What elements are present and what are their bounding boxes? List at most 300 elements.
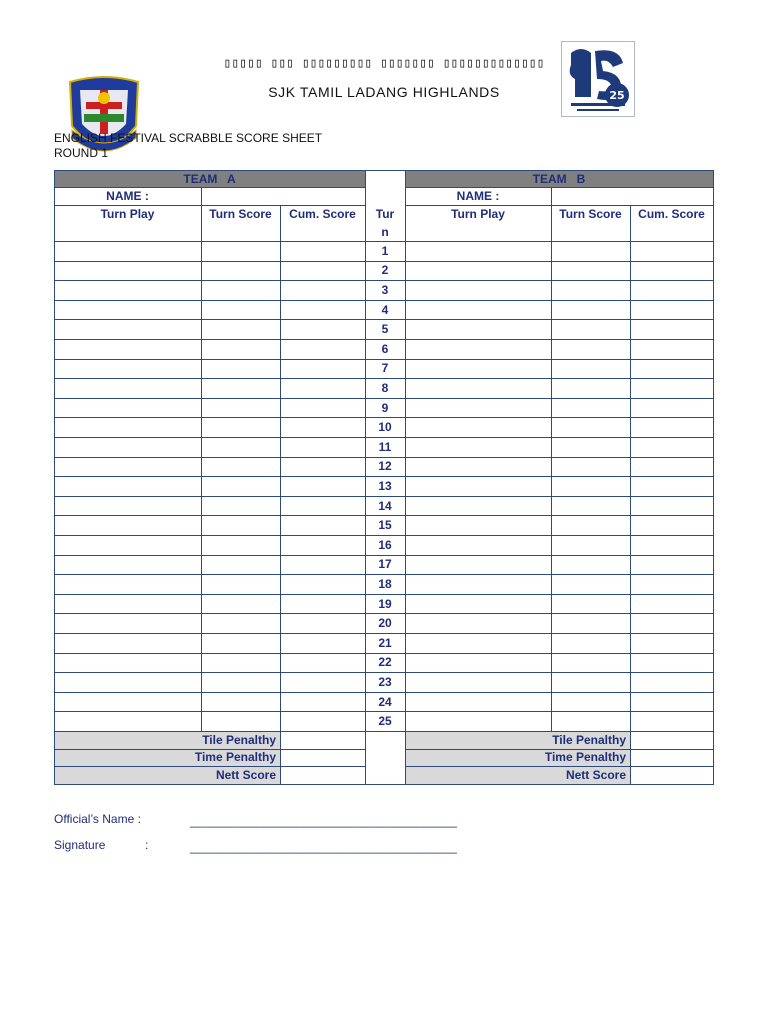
team-b-summary-value[interactable] — [630, 731, 713, 749]
table-hline — [365, 496, 406, 497]
table-hline — [54, 300, 366, 301]
table-hline — [54, 398, 366, 399]
table-hline — [54, 496, 366, 497]
table-hline — [365, 731, 406, 732]
table-hline — [54, 784, 366, 785]
table-hline — [54, 653, 366, 654]
team-a-cum-score-cell[interactable] — [280, 457, 365, 477]
team-b-turn-play-cell[interactable] — [405, 359, 551, 379]
team-a-turn-score-cell[interactable] — [201, 711, 280, 731]
table-hline — [405, 417, 714, 418]
team-b-cum-score-cell[interactable] — [630, 280, 713, 300]
team-b-cum-score-cell[interactable] — [630, 574, 713, 594]
team-b-cum-score-cell[interactable] — [630, 515, 713, 535]
turn-number: 15 — [378, 518, 392, 533]
team-a-turn-score-cell[interactable] — [201, 261, 280, 281]
team-b-cum-score-cell[interactable] — [630, 633, 713, 653]
team-b-summary-label: Time Penalthy — [405, 749, 630, 767]
team-b-turn-score-cell[interactable] — [551, 437, 630, 457]
table-hline — [405, 241, 714, 242]
team-b-column-header: Cum. Score — [638, 207, 705, 221]
team-b-turn-play-cell[interactable] — [405, 653, 551, 673]
table-hline — [54, 731, 366, 732]
team-a-turn-score-cell[interactable] — [201, 457, 280, 477]
team-b-cum-score-cell[interactable] — [630, 692, 713, 712]
turn-number: 10 — [378, 420, 392, 435]
team-b-turn-play-cell[interactable] — [405, 496, 551, 516]
team-a-turn-score-cell[interactable] — [201, 437, 280, 457]
team-b-turn-score-cell[interactable] — [551, 496, 630, 516]
team-a-cum-score-cell[interactable] — [280, 437, 365, 457]
team-a-column-header: Turn Score — [209, 207, 272, 221]
team-a-turn-score-cell[interactable] — [201, 378, 280, 398]
team-b-turn-play-cell[interactable] — [405, 711, 551, 731]
table-hline — [365, 300, 406, 301]
table-hline — [405, 205, 714, 206]
table-hline — [405, 594, 714, 595]
team-b-turn-score-cell[interactable] — [551, 476, 630, 496]
team-b-turn-play-cell[interactable] — [405, 319, 551, 339]
table-hline — [405, 359, 714, 360]
table-hline — [54, 574, 366, 575]
team-a-turn-play-cell[interactable] — [54, 417, 201, 437]
team-a-summary-label: Nett Score — [54, 766, 280, 784]
officials-name-label: Official’s Name : — [54, 812, 141, 826]
turn-number: 16 — [378, 537, 392, 552]
turn-number: 17 — [378, 557, 392, 572]
team-b-cum-score-cell[interactable] — [630, 417, 713, 437]
team-b-turn-score-cell[interactable] — [551, 535, 630, 555]
team-b-cum-score-cell[interactable] — [630, 457, 713, 477]
team-a-cum-score-cell[interactable] — [280, 672, 365, 692]
table-vline — [201, 187, 202, 205]
team-a-turn-play-cell[interactable] — [54, 515, 201, 535]
turn-number: 11 — [378, 439, 392, 454]
turn-number: 20 — [378, 616, 392, 631]
table-hline — [365, 378, 406, 379]
team-a-cum-score-cell[interactable] — [280, 574, 365, 594]
turn-number: 7 — [381, 361, 389, 376]
team-b-title: TEAM B — [405, 170, 713, 187]
signature-label: Signature — [54, 838, 106, 852]
team-a-turn-score-cell[interactable] — [201, 359, 280, 379]
team-b-turn-play-cell[interactable] — [405, 535, 551, 555]
team-a-turn-score-cell[interactable] — [201, 535, 280, 555]
team-b-turn-play-cell[interactable] — [405, 339, 551, 359]
table-hline — [405, 731, 714, 732]
table-vline — [713, 170, 714, 785]
team-b-cum-score-cell[interactable] — [630, 437, 713, 457]
team-a-turn-play-cell[interactable] — [54, 535, 201, 555]
team-b-turn-score-cell[interactable] — [551, 555, 630, 575]
team-a-turn-score-cell[interactable] — [201, 672, 280, 692]
team-a-cum-score-cell[interactable] — [280, 280, 365, 300]
team-b-cum-score-cell[interactable] — [630, 594, 713, 614]
table-vline — [54, 170, 55, 784]
team-a-turn-score-cell[interactable] — [201, 574, 280, 594]
team-b-turn-score-cell[interactable] — [551, 241, 630, 261]
team-b-cum-score-cell[interactable] — [630, 339, 713, 359]
team-b-cum-score-cell[interactable] — [630, 613, 713, 633]
team-a-turn-score-cell[interactable] — [201, 692, 280, 712]
table-hline — [365, 417, 406, 418]
team-a-turn-play-cell[interactable] — [54, 241, 201, 261]
table-hline — [405, 515, 714, 516]
team-a-summary-label: Tile Penalthy — [54, 731, 280, 749]
round-label: ROUND 1 — [54, 146, 109, 158]
team-a-column-header: Cum. Score — [289, 207, 356, 221]
table-hline — [405, 339, 714, 340]
team-a-cum-score-cell[interactable] — [280, 515, 365, 535]
team-a-turn-score-cell[interactable] — [201, 594, 280, 614]
team-a-cum-score-cell[interactable] — [280, 339, 365, 359]
team-b-cum-score-cell[interactable] — [630, 711, 713, 731]
org-25-logo-icon — [561, 41, 635, 117]
team-a-turn-play-cell[interactable] — [54, 496, 201, 516]
table-hline — [405, 437, 714, 438]
team-a-cum-score-cell[interactable] — [280, 594, 365, 614]
team-a-cum-score-cell[interactable] — [280, 476, 365, 496]
team-b-turn-play-cell[interactable] — [405, 378, 551, 398]
team-b-turn-play-cell[interactable] — [405, 417, 551, 437]
table-hline — [365, 672, 406, 673]
team-a-turn-score-cell[interactable] — [201, 653, 280, 673]
table-hline — [54, 280, 366, 281]
turn-number: 3 — [381, 282, 389, 297]
table-hline — [54, 692, 366, 693]
table-hline — [405, 300, 714, 301]
team-b-cum-score-cell[interactable] — [630, 653, 713, 673]
team-b-summary-label: Nett Score — [405, 766, 630, 784]
table-hline — [365, 457, 406, 458]
table-hline — [405, 653, 714, 654]
table-hline — [54, 261, 366, 262]
table-hline — [365, 711, 406, 712]
team-a-cum-score-cell[interactable] — [280, 653, 365, 673]
team-b-turn-play-cell[interactable] — [405, 515, 551, 535]
table-hline — [365, 535, 406, 536]
team-b-turn-play-cell[interactable] — [405, 574, 551, 594]
team-b-cum-score-cell[interactable] — [630, 398, 713, 418]
team-a-name-field[interactable] — [201, 187, 365, 205]
team-b-turn-play-cell[interactable] — [405, 594, 551, 614]
turn-number: 6 — [381, 341, 389, 356]
team-b-turn-score-cell[interactable] — [551, 378, 630, 398]
table-hline — [365, 339, 406, 340]
team-b-cum-score-cell[interactable] — [630, 496, 713, 516]
team-a-turn-score-cell[interactable] — [201, 398, 280, 418]
table-vline — [551, 205, 552, 731]
team-a-turn-play-cell[interactable] — [54, 692, 201, 712]
signature-line[interactable]: ________________________________________ — [190, 840, 457, 854]
turn-number: 12 — [378, 459, 392, 474]
team-a-turn-score-cell[interactable] — [201, 300, 280, 320]
team-b-turn-play-cell[interactable] — [405, 280, 551, 300]
table-hline — [365, 476, 406, 477]
team-a-turn-score-cell[interactable] — [201, 515, 280, 535]
team-a-cum-score-cell[interactable] — [280, 692, 365, 712]
team-b-cum-score-cell[interactable] — [630, 261, 713, 281]
team-b-name-label: NAME : — [456, 189, 500, 203]
table-hline — [365, 633, 406, 634]
team-b-cum-score-cell[interactable] — [630, 241, 713, 261]
team-a-cum-score-cell[interactable] — [280, 300, 365, 320]
team-b-turn-score-cell[interactable] — [551, 692, 630, 712]
table-hline — [405, 613, 714, 614]
table-vline — [630, 205, 631, 784]
table-hline — [365, 692, 406, 693]
team-a-summary-value[interactable] — [280, 766, 365, 784]
tamil-school-title: ▯▯▯▯▯ ▯▯▯ ▯▯▯▯▯▯▯▯▯ ▯▯▯▯▯▯▯ ▯▯▯▯▯▯▯▯▯▯▯▯▯ — [223, 56, 545, 71]
table-hline — [365, 359, 406, 360]
team-a-cum-score-cell[interactable] — [280, 613, 365, 633]
team-a-turn-play-cell[interactable] — [54, 653, 201, 673]
turn-number: 23 — [378, 674, 392, 689]
turn-column-header: Tur n — [375, 207, 395, 239]
team-a-turn-play-cell[interactable] — [54, 437, 201, 457]
team-a-summary-value[interactable] — [280, 749, 365, 767]
team-b-cum-score-cell[interactable] — [630, 319, 713, 339]
team-a-turn-score-cell[interactable] — [201, 476, 280, 496]
table-hline — [405, 378, 714, 379]
team-b-turn-score-cell[interactable] — [551, 633, 630, 653]
team-b-turn-score-cell[interactable] — [551, 319, 630, 339]
team-a-name-label: NAME : — [106, 189, 149, 203]
team-a-turn-play-cell[interactable] — [54, 633, 201, 653]
table-hline — [405, 633, 714, 634]
team-a-turn-score-cell[interactable] — [201, 280, 280, 300]
team-b-cum-score-cell[interactable] — [630, 476, 713, 496]
team-b-turn-score-cell[interactable] — [551, 613, 630, 633]
team-b-summary-value[interactable] — [630, 766, 713, 784]
table-hline — [54, 241, 366, 242]
team-b-turn-score-cell[interactable] — [551, 359, 630, 379]
team-a-turn-play-cell[interactable] — [54, 555, 201, 575]
table-hline — [405, 319, 714, 320]
table-hline — [405, 261, 714, 262]
table-hline — [365, 653, 406, 654]
table-hline — [365, 555, 406, 556]
team-a-title: TEAM A — [54, 170, 365, 187]
table-hline — [365, 613, 406, 614]
team-b-cum-score-cell[interactable] — [630, 359, 713, 379]
turn-number: 4 — [381, 302, 389, 317]
team-a-turn-score-cell[interactable] — [201, 633, 280, 653]
table-hline — [365, 261, 406, 262]
team-b-turn-score-cell[interactable] — [551, 457, 630, 477]
table-hline — [54, 672, 366, 673]
team-b-turn-score-cell[interactable] — [551, 653, 630, 673]
turn-number: 1 — [381, 243, 389, 258]
table-hline — [365, 784, 406, 785]
turn-number: 14 — [378, 498, 392, 513]
team-b-turn-play-cell[interactable] — [405, 555, 551, 575]
officials-name-line[interactable]: ________________________________________ — [190, 814, 457, 828]
team-b-turn-score-cell[interactable] — [551, 280, 630, 300]
table-hline — [405, 574, 714, 575]
table-vline — [201, 205, 202, 731]
team-b-turn-score-cell[interactable] — [551, 574, 630, 594]
team-a-turn-play-cell[interactable] — [54, 476, 201, 496]
signature-colon: : — [145, 838, 149, 852]
turn-number: 9 — [381, 400, 389, 415]
team-b-turn-score-cell[interactable] — [551, 339, 630, 359]
team-b-cum-score-cell[interactable] — [630, 300, 713, 320]
team-b-turn-play-cell[interactable] — [405, 476, 551, 496]
table-hline — [405, 457, 714, 458]
team-b-turn-play-cell[interactable] — [405, 437, 551, 457]
table-hline — [365, 170, 406, 171]
table-hline — [54, 594, 366, 595]
table-hline — [405, 398, 714, 399]
table-hline — [405, 187, 714, 188]
team-a-turn-play-cell[interactable] — [54, 613, 201, 633]
table-hline — [54, 187, 366, 188]
team-a-cum-score-cell[interactable] — [280, 241, 365, 261]
team-b-turn-score-cell[interactable] — [551, 672, 630, 692]
team-b-turn-play-cell[interactable] — [405, 633, 551, 653]
table-hline — [405, 692, 714, 693]
team-a-turn-play-cell[interactable] — [54, 378, 201, 398]
team-b-cum-score-cell[interactable] — [630, 672, 713, 692]
team-a-turn-score-cell[interactable] — [201, 613, 280, 633]
team-a-turn-play-cell[interactable] — [54, 711, 201, 731]
team-a-turn-play-cell[interactable] — [54, 398, 201, 418]
team-a-turn-play-cell[interactable] — [54, 594, 201, 614]
table-hline — [365, 319, 406, 320]
team-b-turn-play-cell[interactable] — [405, 692, 551, 712]
team-a-turn-score-cell[interactable] — [201, 417, 280, 437]
team-b-cum-score-cell[interactable] — [630, 555, 713, 575]
table-hline — [405, 672, 714, 673]
turn-number: 8 — [381, 380, 389, 395]
team-a-turn-play-cell[interactable] — [54, 457, 201, 477]
team-b-summary-value[interactable] — [630, 749, 713, 767]
team-b-column-header: Turn Play — [451, 207, 505, 221]
team-a-turn-play-cell[interactable] — [54, 280, 201, 300]
table-hline — [405, 711, 714, 712]
table-hline — [405, 476, 714, 477]
org-logo-number: 25 — [609, 89, 625, 102]
team-a-turn-play-cell[interactable] — [54, 319, 201, 339]
team-b-turn-score-cell[interactable] — [551, 300, 630, 320]
team-a-turn-play-cell[interactable] — [54, 261, 201, 281]
table-hline — [405, 496, 714, 497]
team-a-cum-score-cell[interactable] — [280, 555, 365, 575]
table-hline — [54, 515, 366, 516]
team-a-turn-score-cell[interactable] — [201, 339, 280, 359]
team-a-turn-score-cell[interactable] — [201, 241, 280, 261]
school-name: SJK TAMIL LADANG HIGHLANDS — [268, 84, 500, 100]
table-hline — [405, 555, 714, 556]
turn-number: 21 — [378, 635, 392, 650]
team-b-column-header: Turn Score — [559, 207, 622, 221]
table-hline — [54, 170, 366, 171]
team-a-cum-score-cell[interactable] — [280, 633, 365, 653]
team-b-turn-play-cell[interactable] — [405, 241, 551, 261]
team-b-turn-play-cell[interactable] — [405, 398, 551, 418]
team-a-turn-score-cell[interactable] — [201, 555, 280, 575]
team-b-turn-play-cell[interactable] — [405, 300, 551, 320]
team-b-turn-play-cell[interactable] — [405, 613, 551, 633]
table-hline — [365, 437, 406, 438]
table-hline — [54, 417, 366, 418]
team-a-turn-score-cell[interactable] — [201, 496, 280, 516]
table-hline — [54, 711, 366, 712]
table-hline — [365, 574, 406, 575]
table-hline — [365, 594, 406, 595]
table-hline — [405, 784, 714, 785]
turn-number: 13 — [378, 478, 392, 493]
team-a-summary-value[interactable] — [280, 731, 365, 749]
team-a-cum-score-cell[interactable] — [280, 398, 365, 418]
table-hline — [405, 170, 714, 171]
team-b-cum-score-cell[interactable] — [630, 378, 713, 398]
table-hline — [54, 339, 366, 340]
team-a-cum-score-cell[interactable] — [280, 535, 365, 555]
team-a-cum-score-cell[interactable] — [280, 417, 365, 437]
table-hline — [54, 378, 366, 379]
turn-number: 18 — [378, 576, 392, 591]
team-a-turn-play-cell[interactable] — [54, 359, 201, 379]
team-a-turn-score-cell[interactable] — [201, 319, 280, 339]
turn-number: 5 — [381, 322, 389, 337]
team-b-turn-score-cell[interactable] — [551, 711, 630, 731]
turn-number: 22 — [378, 655, 392, 670]
team-a-turn-play-cell[interactable] — [54, 672, 201, 692]
team-a-cum-score-cell[interactable] — [280, 319, 365, 339]
team-b-summary-label: Tile Penalthy — [405, 731, 630, 749]
table-hline — [405, 280, 714, 281]
team-b-cum-score-cell[interactable] — [630, 535, 713, 555]
team-a-turn-play-cell[interactable] — [54, 300, 201, 320]
table-hline — [54, 457, 366, 458]
team-b-turn-play-cell[interactable] — [405, 261, 551, 281]
team-b-turn-score-cell[interactable] — [551, 398, 630, 418]
table-vline — [551, 187, 552, 205]
team-a-cum-score-cell[interactable] — [280, 359, 365, 379]
team-b-turn-score-cell[interactable] — [551, 261, 630, 281]
team-b-turn-play-cell[interactable] — [405, 457, 551, 477]
table-hline — [54, 319, 366, 320]
table-hline — [54, 633, 366, 634]
team-b-turn-score-cell[interactable] — [551, 515, 630, 535]
team-b-turn-play-cell[interactable] — [405, 672, 551, 692]
table-hline — [54, 535, 366, 536]
table-hline — [405, 766, 714, 767]
team-a-turn-play-cell[interactable] — [54, 339, 201, 359]
team-a-cum-score-cell[interactable] — [280, 378, 365, 398]
team-a-turn-play-cell[interactable] — [54, 574, 201, 594]
turn-number: 2 — [381, 263, 389, 278]
table-hline — [365, 398, 406, 399]
event-title: ENGLISH FESTIVAL SCRABBLE SCORE SHEET — [54, 131, 323, 145]
team-b-name-field[interactable] — [551, 187, 713, 205]
table-hline — [365, 515, 406, 516]
turn-number: 25 — [378, 714, 392, 729]
turn-number: 19 — [378, 596, 392, 611]
team-a-cum-score-cell[interactable] — [280, 261, 365, 281]
table-hline — [54, 749, 366, 750]
team-a-cum-score-cell[interactable] — [280, 496, 365, 516]
table-hline — [54, 476, 366, 477]
table-hline — [405, 535, 714, 536]
team-a-column-header: Turn Play — [100, 207, 155, 221]
table-hline — [365, 241, 406, 242]
team-b-turn-score-cell[interactable] — [551, 417, 630, 437]
team-b-turn-score-cell[interactable] — [551, 594, 630, 614]
team-a-cum-score-cell[interactable] — [280, 711, 365, 731]
